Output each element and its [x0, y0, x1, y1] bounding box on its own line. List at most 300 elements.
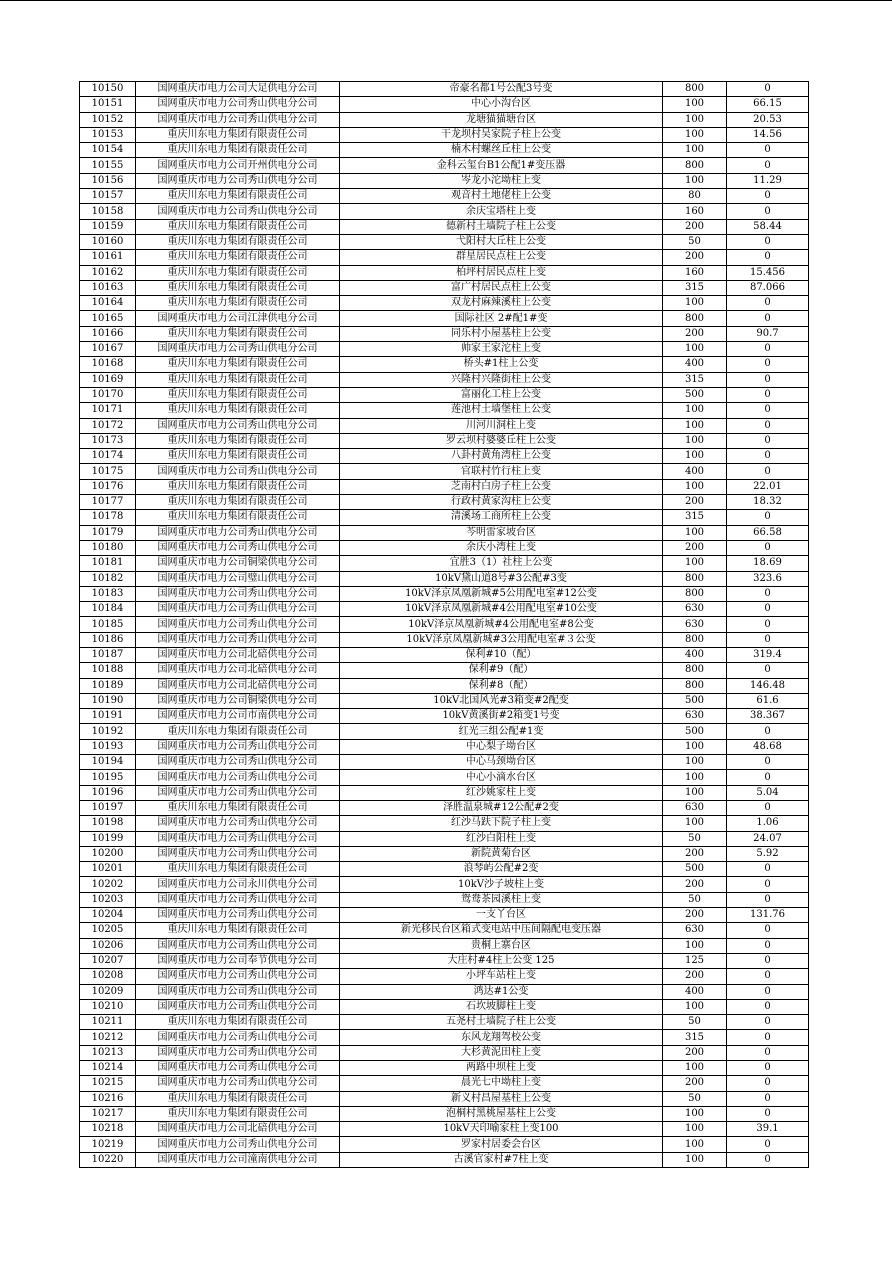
table-row: [80, 908, 809, 923]
transformer-name-cell: 小坪车站柱上变: [340, 969, 663, 984]
transformer-name-cell: 群星居民点柱上公变: [340, 250, 663, 265]
value-cell: 20.53: [727, 112, 809, 127]
transformer-name-cell: 八卦村黄角湾柱上公变: [340, 449, 663, 464]
company-cell: 国网重庆市电力公司秀山供电分公司: [136, 342, 340, 357]
company-cell: 国网重庆市电力公司秀山供电分公司: [136, 908, 340, 923]
company-cell: 国网重庆市电力公司北碚供电分公司: [136, 678, 340, 693]
table-row: [80, 1137, 809, 1152]
company-cell: 重庆川东电力集团有限责任公司: [136, 1015, 340, 1030]
company-cell: 国网重庆市电力公司秀山供电分公司: [136, 418, 340, 433]
value-cell: 0: [727, 433, 809, 448]
value-cell: 0: [727, 204, 809, 219]
table-row: [80, 617, 809, 632]
row-id-cell: 10184: [80, 602, 136, 617]
transformer-name-cell: 红光三组公配#1变: [340, 724, 663, 739]
transformer-name-cell: 10kV沙子坡柱上变: [340, 877, 663, 892]
capacity-cell: 100: [663, 816, 727, 831]
capacity-cell: 500: [663, 387, 727, 402]
table-row: [80, 342, 809, 357]
value-cell: 90.7: [727, 326, 809, 341]
transformer-name-cell: 中心梨子坳台区: [340, 739, 663, 754]
company-cell: 国网重庆市电力公司秀山供电分公司: [136, 617, 340, 632]
value-cell: 0: [727, 189, 809, 204]
company-cell: 重庆川东电力集团有限责任公司: [136, 143, 340, 158]
company-cell: 国网重庆市电力公司秀山供电分公司: [136, 892, 340, 907]
transformer-name-cell: 罗云坝村婆婆丘柱上公变: [340, 433, 663, 448]
row-id-cell: 10220: [80, 1152, 136, 1167]
table-row: [80, 97, 809, 112]
company-cell: 重庆川东电力集团有限责任公司: [136, 449, 340, 464]
transformer-name-cell: 大杉黄泥田柱上变: [340, 1045, 663, 1060]
company-cell: 国网重庆市电力公司秀山供电分公司: [136, 540, 340, 555]
company-cell: 重庆川东电力集团有限责任公司: [136, 403, 340, 418]
transformer-name-cell: 帅家王家沱柱上变: [340, 342, 663, 357]
capacity-cell: 200: [663, 846, 727, 861]
table-row: [80, 449, 809, 464]
capacity-cell: 400: [663, 647, 727, 662]
row-id-cell: 10169: [80, 372, 136, 387]
company-cell: 国网重庆市电力公司秀山供电分公司: [136, 112, 340, 127]
capacity-cell: 100: [663, 525, 727, 540]
value-cell: 0: [727, 82, 809, 97]
capacity-cell: 100: [663, 296, 727, 311]
capacity-cell: 100: [663, 433, 727, 448]
table-row: [80, 296, 809, 311]
company-cell: 国网重庆市电力公司秀山供电分公司: [136, 204, 340, 219]
company-cell: 国网重庆市电力公司铜梁供电分公司: [136, 693, 340, 708]
transformer-name-cell: 10kV黄溪街#2箱变1号变: [340, 709, 663, 724]
value-cell: 0: [727, 234, 809, 249]
company-cell: 重庆川东电力集团有限责任公司: [136, 1106, 340, 1121]
row-id-cell: 10192: [80, 724, 136, 739]
transformer-name-cell: 10kV北国风光#3箱变#2配变: [340, 693, 663, 708]
value-cell: 0: [727, 923, 809, 938]
table-row: [80, 923, 809, 938]
capacity-cell: 200: [663, 969, 727, 984]
value-cell: 0: [727, 1152, 809, 1167]
capacity-cell: 100: [663, 556, 727, 571]
capacity-cell: 200: [663, 1045, 727, 1060]
capacity-cell: 315: [663, 280, 727, 295]
transformer-name-cell: 岑龙小沱坳柱上变: [340, 173, 663, 188]
company-cell: 国网重庆市电力公司秀山供电分公司: [136, 1137, 340, 1152]
transformer-name-cell: 楠木村螺丝丘柱上公变: [340, 143, 663, 158]
capacity-cell: 100: [663, 999, 727, 1014]
value-cell: 11.29: [727, 173, 809, 188]
row-id-cell: 10211: [80, 1015, 136, 1030]
transformer-name-cell: 官联村竹行柱上变: [340, 464, 663, 479]
company-cell: 重庆川东电力集团有限责任公司: [136, 265, 340, 280]
value-cell: 0: [727, 663, 809, 678]
transformer-name-cell: 富丽化工柱上公变: [340, 387, 663, 402]
table-row: [80, 862, 809, 877]
value-cell: 0: [727, 1030, 809, 1045]
value-cell: 0: [727, 800, 809, 815]
capacity-cell: 50: [663, 1091, 727, 1106]
capacity-cell: 400: [663, 357, 727, 372]
table-row: [80, 693, 809, 708]
company-cell: 国网重庆市电力公司秀山供电分公司: [136, 1045, 340, 1060]
company-cell: 国网重庆市电力公司奉节供电分公司: [136, 953, 340, 968]
company-cell: 重庆川东电力集团有限责任公司: [136, 800, 340, 815]
table-row: [80, 326, 809, 341]
value-cell: 58.44: [727, 219, 809, 234]
transformer-name-cell: 弋阳村大丘柱上公变: [340, 234, 663, 249]
company-cell: 国网重庆市电力公司铜梁供电分公司: [136, 556, 340, 571]
table-row: [80, 755, 809, 770]
row-id-cell: 10206: [80, 938, 136, 953]
capacity-cell: 160: [663, 204, 727, 219]
row-id-cell: 10163: [80, 280, 136, 295]
value-cell: 319.4: [727, 647, 809, 662]
table-row: [80, 82, 809, 97]
value-cell: 24.07: [727, 831, 809, 846]
transformer-name-cell: 国际社区 2#配1#变: [340, 311, 663, 326]
row-id-cell: 10205: [80, 923, 136, 938]
company-cell: 国网重庆市电力公司秀山供电分公司: [136, 984, 340, 999]
company-cell: 国网重庆市电力公司秀山供电分公司: [136, 938, 340, 953]
table-row: [80, 112, 809, 127]
row-id-cell: 10160: [80, 234, 136, 249]
value-cell: 0: [727, 540, 809, 555]
transformer-name-cell: 金科云玺台B1公配1#变压器: [340, 158, 663, 173]
value-cell: 0: [727, 464, 809, 479]
transformer-name-cell: 清溪场工商所柱上公变: [340, 510, 663, 525]
company-cell: 国网重庆市电力公司秀山供电分公司: [136, 755, 340, 770]
capacity-cell: 800: [663, 571, 727, 586]
row-id-cell: 10156: [80, 173, 136, 188]
company-cell: 国网重庆市电力公司秀山供电分公司: [136, 1061, 340, 1076]
row-id-cell: 10189: [80, 678, 136, 693]
company-cell: 重庆川东电力集团有限责任公司: [136, 372, 340, 387]
row-id-cell: 10153: [80, 127, 136, 142]
table-row: [80, 571, 809, 586]
transformer-name-cell: 两路中坝柱上变: [340, 1061, 663, 1076]
value-cell: 0: [727, 862, 809, 877]
row-id-cell: 10167: [80, 342, 136, 357]
company-cell: 重庆川东电力集团有限责任公司: [136, 1091, 340, 1106]
table-row: [80, 1122, 809, 1137]
company-cell: 国网重庆市电力公司秀山供电分公司: [136, 831, 340, 846]
capacity-cell: 100: [663, 1152, 727, 1167]
company-cell: 国网重庆市电力公司秀山供电分公司: [136, 173, 340, 188]
company-cell: 国网重庆市电力公司秀山供电分公司: [136, 739, 340, 754]
table-row: [80, 953, 809, 968]
value-cell: 0: [727, 296, 809, 311]
table-row: [80, 556, 809, 571]
value-cell: 0: [727, 770, 809, 785]
transformer-name-cell: 10kV泽京凤凰新城#4公用配电室#10公变: [340, 602, 663, 617]
row-id-cell: 10182: [80, 571, 136, 586]
table-row: [80, 969, 809, 984]
row-id-cell: 10187: [80, 647, 136, 662]
row-id-cell: 10173: [80, 433, 136, 448]
table-row: [80, 1076, 809, 1091]
capacity-cell: 800: [663, 158, 727, 173]
row-id-cell: 10180: [80, 540, 136, 555]
company-cell: 国网重庆市电力公司开州供电分公司: [136, 158, 340, 173]
transformer-name-cell: 鸿达#1公变: [340, 984, 663, 999]
value-cell: 146.48: [727, 678, 809, 693]
company-cell: 国网重庆市电力公司秀山供电分公司: [136, 770, 340, 785]
value-cell: 0: [727, 1015, 809, 1030]
value-cell: 61.6: [727, 693, 809, 708]
row-id-cell: 10161: [80, 250, 136, 265]
capacity-cell: 315: [663, 1030, 727, 1045]
capacity-cell: 315: [663, 372, 727, 387]
capacity-cell: 315: [663, 510, 727, 525]
transformer-name-cell: 10kV天印喻家柱上变100: [340, 1122, 663, 1137]
table-row: [80, 602, 809, 617]
row-id-cell: 10203: [80, 892, 136, 907]
transformer-name-cell: 晨光七中坳柱上变: [340, 1076, 663, 1091]
value-cell: 5.92: [727, 846, 809, 861]
capacity-cell: 800: [663, 663, 727, 678]
row-id-cell: 10200: [80, 846, 136, 861]
capacity-cell: 100: [663, 112, 727, 127]
table-row: [80, 663, 809, 678]
company-cell: 国网重庆市电力公司秀山供电分公司: [136, 632, 340, 647]
row-id-cell: 10191: [80, 709, 136, 724]
row-id-cell: 10219: [80, 1137, 136, 1152]
transformer-name-cell: 红沙马趺下院子柱上变: [340, 816, 663, 831]
transformer-name-cell: 10kV泽京凤凰新城#3公用配电室#３公变: [340, 632, 663, 647]
table-row: [80, 479, 809, 494]
row-id-cell: 10196: [80, 785, 136, 800]
transformer-name-cell: 浪琴屿公配#2变: [340, 862, 663, 877]
value-cell: 0: [727, 449, 809, 464]
transformer-name-cell: 余庆宝塔柱上变: [340, 204, 663, 219]
value-cell: 0: [727, 724, 809, 739]
row-id-cell: 10216: [80, 1091, 136, 1106]
table-row: [80, 1152, 809, 1167]
table-row: [80, 510, 809, 525]
transformer-name-cell: 川河川洞柱上变: [340, 418, 663, 433]
transformer-name-cell: 干龙坝村吴家院子柱上公变: [340, 127, 663, 142]
value-cell: 18.32: [727, 495, 809, 510]
table-row: [80, 403, 809, 418]
capacity-cell: 500: [663, 862, 727, 877]
company-cell: 重庆川东电力集团有限责任公司: [136, 250, 340, 265]
value-cell: 0: [727, 953, 809, 968]
transformer-name-cell: 新光移民台区箱式变电站中压间隔配电变压器: [340, 923, 663, 938]
transformer-name-cell: 桥头#1柱上公变: [340, 357, 663, 372]
company-cell: 国网重庆市电力公司秀山供电分公司: [136, 97, 340, 112]
table-row: [80, 647, 809, 662]
company-cell: 国网重庆市电力公司秀山供电分公司: [136, 785, 340, 800]
row-id-cell: 10193: [80, 739, 136, 754]
capacity-cell: 200: [663, 877, 727, 892]
table-row: [80, 234, 809, 249]
row-id-cell: 10198: [80, 816, 136, 831]
table-row: [80, 800, 809, 815]
value-cell: 0: [727, 158, 809, 173]
table-row: [80, 892, 809, 907]
row-id-cell: 10197: [80, 800, 136, 815]
capacity-cell: 100: [663, 173, 727, 188]
capacity-cell: 500: [663, 724, 727, 739]
company-cell: 国网重庆市电力公司秀山供电分公司: [136, 1076, 340, 1091]
transformer-name-cell: 龙塘猫猫塘台区: [340, 112, 663, 127]
company-cell: 重庆川东电力集团有限责任公司: [136, 387, 340, 402]
table-row: [80, 219, 809, 234]
capacity-cell: 100: [663, 418, 727, 433]
capacity-cell: 100: [663, 1137, 727, 1152]
transformer-name-cell: 10kV黛山道8号#3公配#3变: [340, 571, 663, 586]
capacity-cell: 100: [663, 342, 727, 357]
table-row: [80, 204, 809, 219]
row-id-cell: 10213: [80, 1045, 136, 1060]
company-cell: 重庆川东电力集团有限责任公司: [136, 479, 340, 494]
value-cell: 0: [727, 418, 809, 433]
company-cell: 国网重庆市电力公司秀山供电分公司: [136, 464, 340, 479]
table-row: [80, 816, 809, 831]
row-id-cell: 10164: [80, 296, 136, 311]
company-cell: 国网重庆市电力公司北碚供电分公司: [136, 1122, 340, 1137]
company-cell: 国网重庆市电力公司璧山供电分公司: [136, 571, 340, 586]
capacity-cell: 200: [663, 540, 727, 555]
value-cell: 0: [727, 1091, 809, 1106]
table-row: [80, 831, 809, 846]
transformer-name-cell: 贵桐上寨台区: [340, 938, 663, 953]
table-row: [80, 1045, 809, 1060]
table-row: [80, 280, 809, 295]
row-id-cell: 10155: [80, 158, 136, 173]
capacity-cell: 800: [663, 586, 727, 601]
table-row: [80, 1061, 809, 1076]
value-cell: 18.69: [727, 556, 809, 571]
transformer-name-cell: 保利#10（配）: [340, 647, 663, 662]
capacity-cell: 200: [663, 908, 727, 923]
row-id-cell: 10170: [80, 387, 136, 402]
table-row: [80, 127, 809, 142]
row-id-cell: 10174: [80, 449, 136, 464]
table-row: [80, 464, 809, 479]
table-row: [80, 632, 809, 647]
table-row: [80, 250, 809, 265]
transformer-table: [79, 81, 809, 1168]
transformer-name-cell: 大庄村#4柱上公变 125: [340, 953, 663, 968]
row-id-cell: 10178: [80, 510, 136, 525]
capacity-cell: 50: [663, 831, 727, 846]
row-id-cell: 10152: [80, 112, 136, 127]
capacity-cell: 100: [663, 785, 727, 800]
company-cell: 国网重庆市电力公司北碚供电分公司: [136, 663, 340, 678]
value-cell: 0: [727, 510, 809, 525]
table-row: [80, 372, 809, 387]
transformer-name-cell: 10kV泽京凤凰新城#4公用配电室#8公变: [340, 617, 663, 632]
capacity-cell: 100: [663, 403, 727, 418]
table-row: [80, 678, 809, 693]
capacity-cell: 200: [663, 495, 727, 510]
company-cell: 重庆川东电力集团有限责任公司: [136, 189, 340, 204]
transformer-name-cell: 保利#9（配）: [340, 663, 663, 678]
row-id-cell: 10209: [80, 984, 136, 999]
row-id-cell: 10218: [80, 1122, 136, 1137]
transformer-name-cell: 红沙姚家柱上变: [340, 785, 663, 800]
capacity-cell: 630: [663, 602, 727, 617]
row-id-cell: 10217: [80, 1106, 136, 1121]
table-row: [80, 418, 809, 433]
capacity-cell: 50: [663, 892, 727, 907]
value-cell: 22.01: [727, 479, 809, 494]
company-cell: 国网重庆市电力公司永川供电分公司: [136, 877, 340, 892]
row-id-cell: 10204: [80, 908, 136, 923]
value-cell: 0: [727, 938, 809, 953]
value-cell: 0: [727, 1106, 809, 1121]
row-id-cell: 10183: [80, 586, 136, 601]
capacity-cell: 100: [663, 97, 727, 112]
value-cell: 0: [727, 403, 809, 418]
table-row: [80, 1015, 809, 1030]
value-cell: 0: [727, 586, 809, 601]
row-id-cell: 10159: [80, 219, 136, 234]
value-cell: 1.06: [727, 816, 809, 831]
capacity-cell: 125: [663, 953, 727, 968]
value-cell: 0: [727, 984, 809, 999]
company-cell: 国网重庆市电力公司秀山供电分公司: [136, 816, 340, 831]
row-id-cell: 10168: [80, 357, 136, 372]
transformer-name-cell: 罗家村居委会台区: [340, 1137, 663, 1152]
value-cell: 48.68: [727, 739, 809, 754]
company-cell: 国网重庆市电力公司大足供电分公司: [136, 82, 340, 97]
table-row: [80, 739, 809, 754]
value-cell: 131.76: [727, 908, 809, 923]
table-row: [80, 495, 809, 510]
value-cell: 0: [727, 1137, 809, 1152]
company-cell: 重庆川东电力集团有限责任公司: [136, 127, 340, 142]
transformer-name-cell: 德新村土墙院子柱上公变: [340, 219, 663, 234]
row-id-cell: 10175: [80, 464, 136, 479]
value-cell: 87.066: [727, 280, 809, 295]
row-id-cell: 10186: [80, 632, 136, 647]
table-row: [80, 265, 809, 280]
company-cell: 国网重庆市电力公司秀山供电分公司: [136, 969, 340, 984]
transformer-name-cell: 同乐村小屋基柱上公变: [340, 326, 663, 341]
value-cell: 39.1: [727, 1122, 809, 1137]
transformer-name-cell: 双龙村麻辣溪柱上公变: [340, 296, 663, 311]
row-id-cell: 10185: [80, 617, 136, 632]
table-row: [80, 387, 809, 402]
company-cell: 重庆川东电力集团有限责任公司: [136, 326, 340, 341]
table-row: [80, 357, 809, 372]
company-cell: 国网重庆市电力公司市南供电分公司: [136, 709, 340, 724]
value-cell: 0: [727, 372, 809, 387]
capacity-cell: 400: [663, 464, 727, 479]
transformer-name-cell: 中心小沟台区: [340, 97, 663, 112]
capacity-cell: 800: [663, 678, 727, 693]
table-row: [80, 311, 809, 326]
company-cell: 国网重庆市电力公司北碚供电分公司: [136, 647, 340, 662]
transformer-name-cell: 宜胜3（1）社柱上公变: [340, 556, 663, 571]
company-cell: 重庆川东电力集团有限责任公司: [136, 219, 340, 234]
table-row: [80, 709, 809, 724]
capacity-cell: 160: [663, 265, 727, 280]
transformer-name-cell: 观音村土地佬柱上公变: [340, 189, 663, 204]
capacity-cell: 80: [663, 189, 727, 204]
value-cell: 323.6: [727, 571, 809, 586]
transformer-name-cell: 鸳鸯茶园溪柱上变: [340, 892, 663, 907]
transformer-name-cell: 东风龙翔驾校公变: [340, 1030, 663, 1045]
table-row: [80, 999, 809, 1014]
capacity-cell: 630: [663, 800, 727, 815]
row-id-cell: 10199: [80, 831, 136, 846]
transformer-name-cell: 10kV泽京凤凰新城#5公用配电室#12公变: [340, 586, 663, 601]
row-id-cell: 10208: [80, 969, 136, 984]
row-id-cell: 10181: [80, 556, 136, 571]
capacity-cell: 800: [663, 82, 727, 97]
capacity-cell: 100: [663, 479, 727, 494]
